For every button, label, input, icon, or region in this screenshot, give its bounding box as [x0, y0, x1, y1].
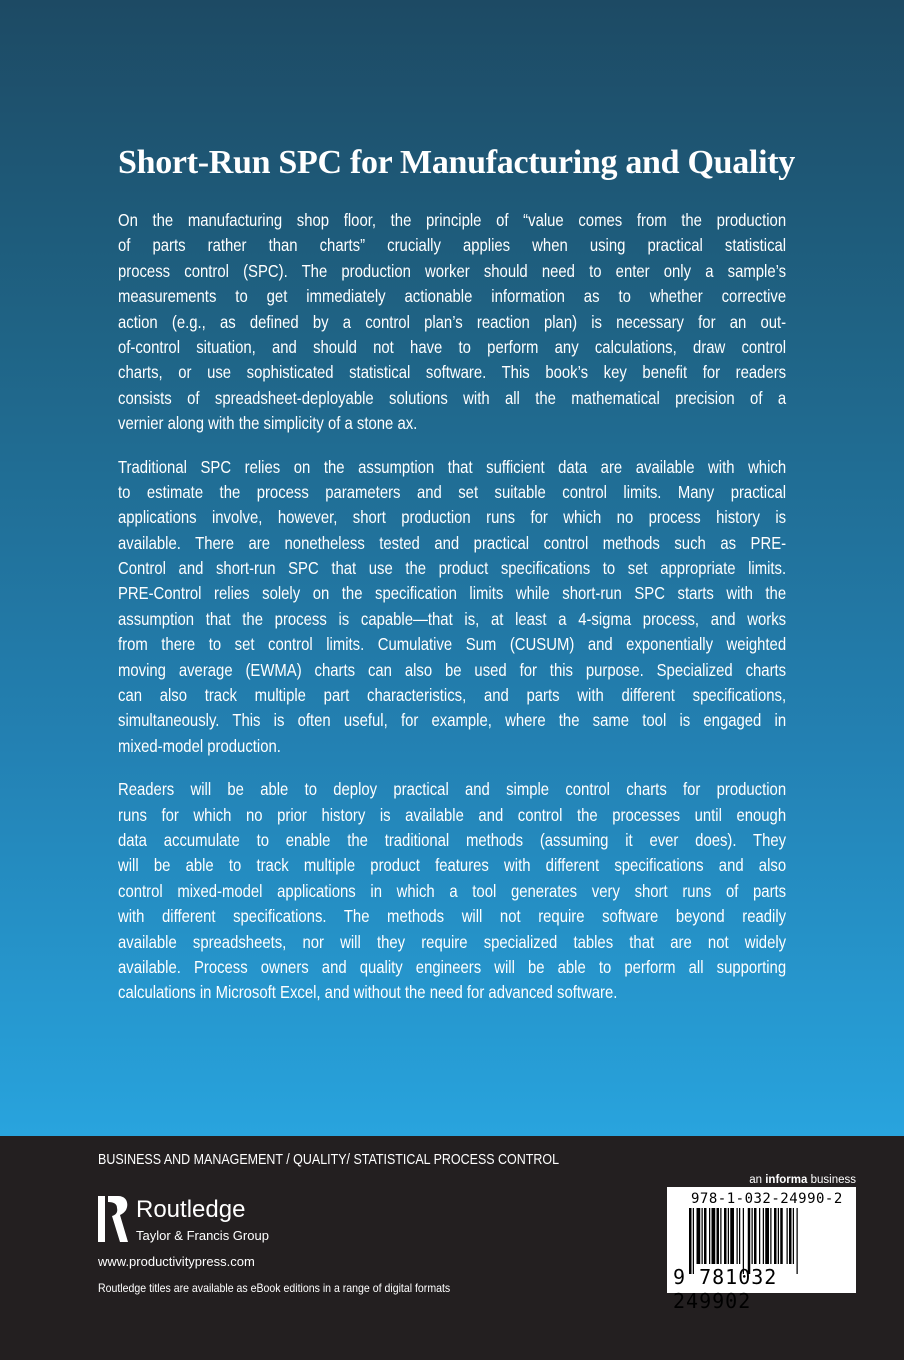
informa-prefix: an: [749, 1174, 763, 1186]
text-line: Readers will be able to deploy practical and simple control charts for production: [118, 779, 787, 800]
text-line: available. Process owners and quality engineers will be able to perform all supporting: [118, 956, 787, 977]
text-line: action (e.g., as defined by a control plan’s reaction plan) is necessary for an out-: [118, 311, 787, 332]
barcode-bar: [793, 1208, 794, 1264]
text-line: charts, or use sophisticated statistical software. This book’s key benefit for readers: [118, 362, 787, 383]
text-line: assumption that the process is capable—that is, at least a 4-sigma process, and works: [118, 608, 787, 629]
barcode-bar: [754, 1208, 757, 1264]
barcode-bar: [739, 1208, 740, 1264]
barcode-bar: [724, 1208, 727, 1264]
paragraph: [118, 208, 786, 437]
subject-category: BUSINESS AND MANAGEMENT / QUALITY/ STATISTICAL PROCESS CONTROL: [98, 1152, 560, 1168]
blurb: [118, 208, 786, 1024]
text-line: from there to set control limits. Cumulative Sum (CUSUM) and exponentially weighted: [118, 634, 787, 655]
barcode-bar: [780, 1208, 783, 1264]
barcode-bar: [759, 1208, 760, 1264]
text-line: with different specifications. The methods will not require software beyond readily: [118, 906, 787, 927]
book-title: Short-Run SPC for Manufacturing and Quality: [118, 144, 795, 181]
barcode-bar: [709, 1208, 710, 1264]
ean-digits: 9 781032 249902: [673, 1265, 778, 1313]
barcode-bar: [752, 1208, 753, 1264]
text-line: control mixed-model applications in which a tool generates very short runs of parts: [118, 880, 787, 901]
barcode-bar: [712, 1208, 716, 1264]
barcode-bar: [717, 1208, 720, 1264]
barcode-bar: [730, 1208, 734, 1264]
text-line: runs for which no prior history is available and control the processes until enough: [118, 804, 787, 825]
text-line: data accumulate to enable the traditional methods (assuming it ever does). They: [118, 829, 787, 850]
text-line: On the manufacturing shop floor, the principle of “value comes from the production: [118, 210, 787, 230]
barcode-bar: [704, 1208, 707, 1264]
text-line: to estimate the process parameters and set suitable control limits. Many practical: [118, 481, 787, 502]
text-line: Control and short-run SPC that use the product specifications to set appropriate limits.: [118, 558, 787, 579]
informa-name: informa: [765, 1174, 808, 1186]
barcode-bar: [770, 1208, 771, 1264]
barcode-bar: [778, 1208, 779, 1264]
text-line: will be able to track multiple product features with different specifications and also: [118, 855, 787, 876]
publisher-group: Taylor & Francis Group: [136, 1228, 269, 1243]
text-line: consists of spreadsheet-deployable solutions with all the mathematical precision of a: [118, 387, 787, 408]
text-line: of-control situation, and should not have to perform any calculations, draw control: [118, 336, 787, 357]
text-line: can also track multiple part characteristics, and parts with different specifications,: [118, 685, 787, 706]
text-line: measurements to get immediately actionable information as to whether corrective: [118, 286, 787, 307]
routledge-r-icon: [98, 1194, 130, 1244]
footer: [0, 1136, 904, 1360]
barcode-bar: [774, 1208, 777, 1264]
website-url: www.productivitypress.com: [98, 1254, 255, 1269]
text-line: process control (SPC). The production worker should need to enter only a sample’s: [118, 260, 787, 281]
informa-suffix: business: [810, 1174, 856, 1186]
barcode-bar: [702, 1208, 703, 1264]
text-line: vernier along with the simplicity of a stone ax.: [118, 413, 418, 434]
barcode-bar: [728, 1208, 729, 1264]
barcode-bar: [720, 1208, 721, 1264]
text-line: calculations in Microsoft Excel, and without the need for advanced software.: [118, 982, 618, 1003]
text-line: mixed-model production.: [118, 735, 281, 756]
ebook-note: Routledge titles are available as eBook editions in a range of digital formats: [98, 1281, 451, 1295]
text-line: available spreadsheets, nor will they require specialized tables that are not widely: [118, 931, 787, 952]
text-line: Traditional SPC relies on the assumption that sufficient data are available with which: [118, 456, 787, 477]
text-line: applications involve, however, short production runs for which no process history is: [118, 507, 787, 528]
paragraph: [118, 777, 786, 1006]
barcode-bar: [737, 1208, 738, 1264]
informa-tagline: [749, 1174, 856, 1186]
text-line: simultaneously. This is often useful, for example, where the same tool is engaged in: [118, 710, 787, 731]
barcode-bar: [765, 1208, 769, 1264]
barcode-bar: [789, 1208, 792, 1264]
text-line: moving average (EWMA) charts can also be used for this purpose. Specialized charts: [118, 659, 787, 680]
barcode-bar: [763, 1208, 764, 1264]
text-line: PRE-Control relies solely on the specification limits while short-run SPC starts with the: [118, 583, 787, 604]
isbn-barcode: [667, 1187, 856, 1313]
barcode-bar: [697, 1208, 701, 1264]
text-line: of parts rather than charts” crucially applies when using practical statistical: [118, 235, 787, 256]
publisher-name: Routledge: [136, 1196, 246, 1223]
paragraph: [118, 455, 786, 760]
isbn-text: 978-1-032-24990-2: [691, 1191, 843, 1207]
text-line: available. There are nonetheless tested and practical control methods such as PRE-: [118, 532, 787, 553]
barcode-bar: [787, 1208, 788, 1264]
